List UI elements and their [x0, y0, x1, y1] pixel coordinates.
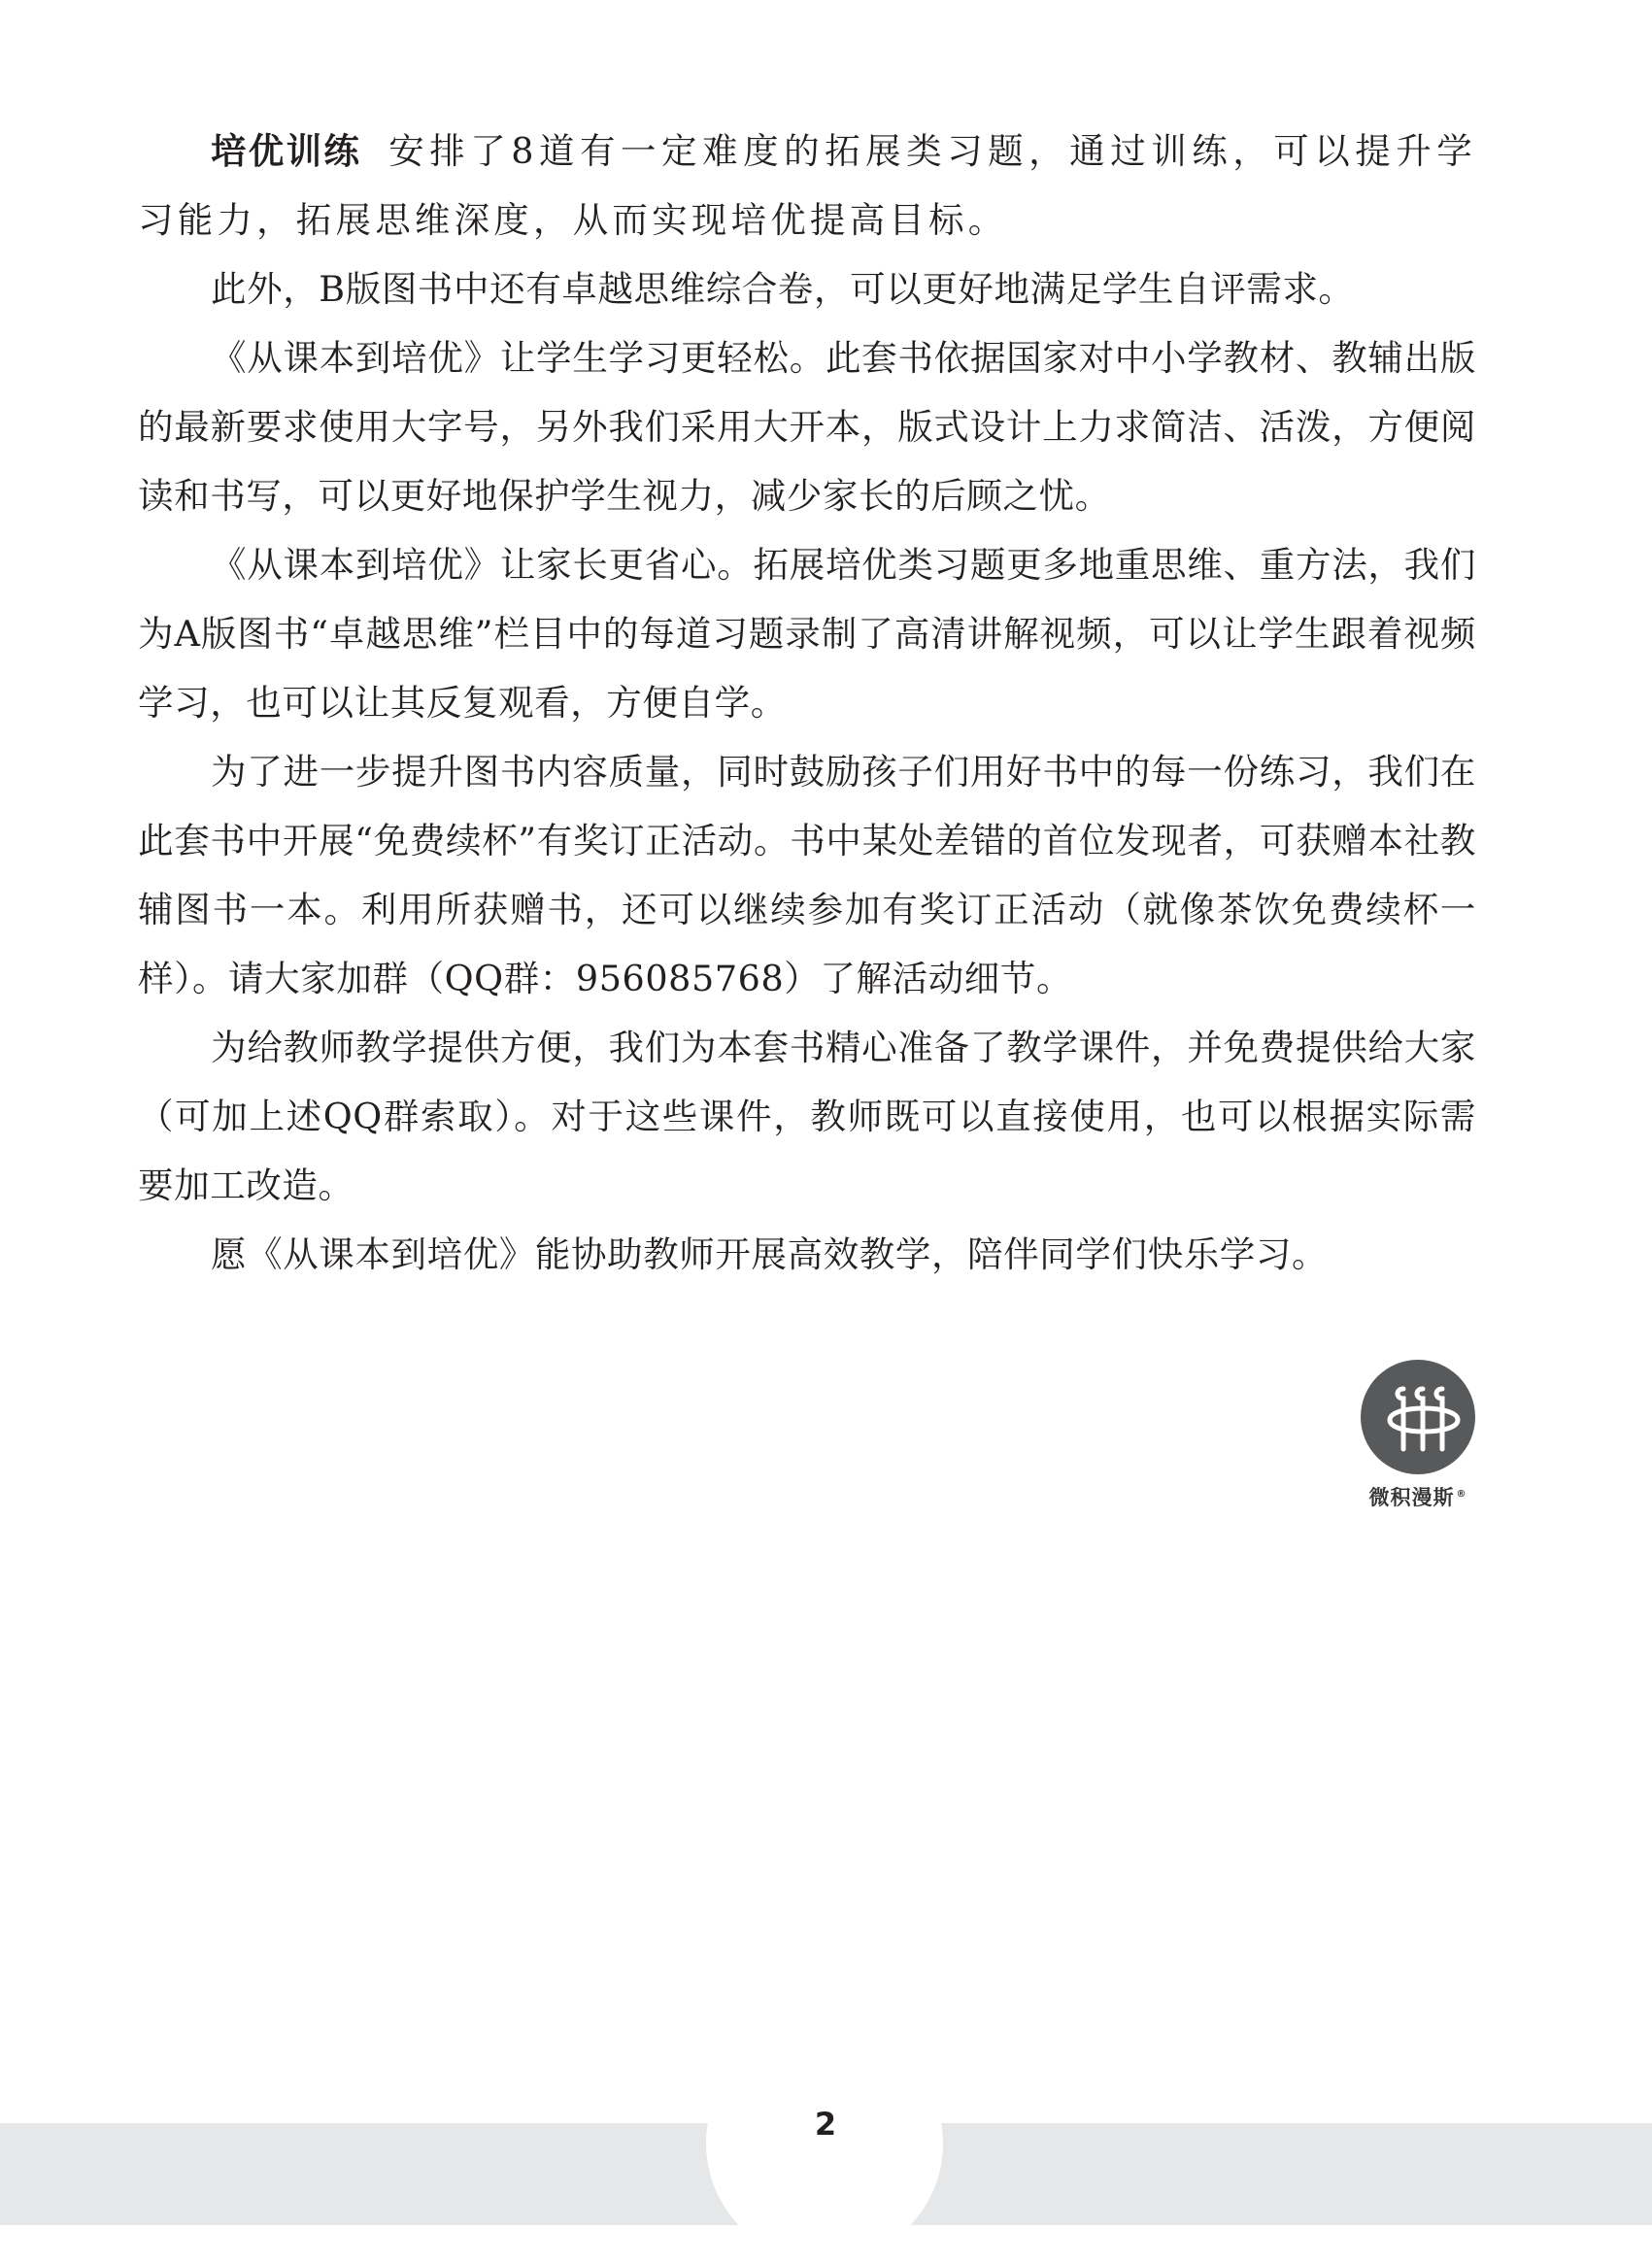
section-lead-label: 培优训练: [211, 130, 362, 172]
page-number: 2: [814, 2106, 837, 2143]
paragraph-correction-activity: 为了进一步提升图书内容质量，同时鼓励孩子们用好书中的每一份练习，我们在此套书中开展“免费续杯”有奖订正活动。书中某处差错的首位发现者，可获赠本社教辅图书一本。利用所获赠书，还可以继续参加有奖订正活动（就像茶饮免费续杯一样）。请大家加群（QQ群：956085768）了解活动细节。: [138, 751, 1476, 999]
publisher-logo-icon: [1361, 1360, 1475, 1474]
publisher-logo: [1360, 1360, 1476, 1511]
paragraph-closing: 愿《从课本到培优》能协助教师开展高效教学，陪伴同学们快乐学习。: [211, 1233, 1329, 1275]
paragraph-teachers: 为给教师教学提供方便，我们为本套书精心准备了教学课件，并免费提供给大家（可加上述QQ群索取）。对于这些课件，教师既可以直接使用，也可以根据实际需要加工改造。: [138, 1027, 1476, 1206]
footer-page-tab: [706, 2025, 943, 2262]
publisher-logo-text: 微积漫斯 ®: [1368, 1486, 1467, 1509]
paragraph-b-edition: 此外，B版图书中还有卓越思维综合卷，可以更好地满足学生自评需求。: [211, 268, 1355, 310]
paragraph-students: 《从课本到培优》让学生学习更轻松。此套书依据国家对中小学教材、教辅出版的最新要求使用大字号，另外我们采用大开本，版式设计上力求简洁、活泼，方便阅读和书写，可以更好地保护学生视力，减少家长的后顾之忧。: [138, 337, 1476, 517]
preface-body: [138, 117, 1476, 1289]
paragraph-training: [138, 117, 1476, 254]
paragraph-parents: 《从课本到培优》让家长更省心。拓展培优类习题更多地重思维、重方法，我们为A版图书“卓越思维”栏目中的每道习题录制了高清讲解视频，可以让学生跟着视频学习，也可以让其反复观看，方便自学。: [138, 544, 1476, 724]
paragraph-text: 安排了8道有一定难度的拓展类习题，通过训练，可以提升学习能力，拓展思维深度，从而实现培优提高目标。: [138, 130, 1476, 241]
